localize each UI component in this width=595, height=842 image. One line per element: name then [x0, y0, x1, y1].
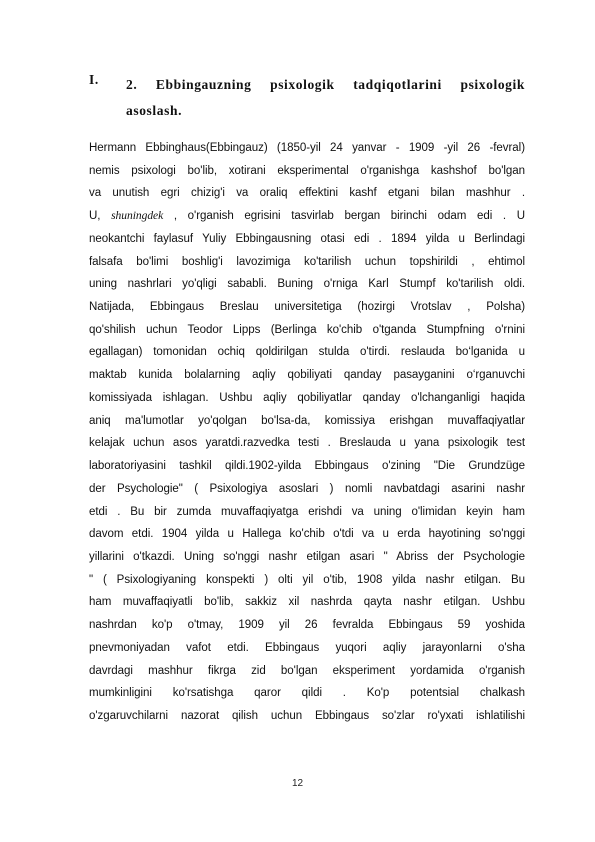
line-prefix: U, [89, 210, 112, 223]
body-paragraph [89, 137, 525, 728]
line-suffix: , o'rganish egrisini tasvirlab bergan birinchi odam edi . U [163, 210, 525, 223]
paragraph-line: Hermann Ebbinghaus(Ebbingauz) (1850-yil 24 yanvar - 1909 -yil 26 -fevral) [89, 142, 525, 154]
paragraph-line: davrdagi mashhur fikrga zid bo'lgan eksperiment yordamida o'rganish [89, 664, 525, 677]
paragraph-line: maktab kunida bolalarning aqliy qobiliyati qanday pasayganini o‘rganuvchi [89, 369, 525, 382]
paragraph-line: komissiyada ishlagan. Ushbu aqliy qobiliyatlar qanday o'lchanganligi haqida [89, 391, 525, 404]
paragraph-line: uning nashrlari yo'qligi sababli. Buning o'rniga Karl Stumpf ko'tarilish oldi. [89, 278, 525, 291]
paragraph-line: laboratoriyasini tashkil qildi.1902-yilda Ebbingaus o'zining "Die Grundzüge [89, 460, 525, 473]
paragraph-line: nashrdan ko'p o'tmay, 1909 yil 26 fevralda Ebbingaus 59 yoshida [89, 619, 525, 632]
paragraph-line: mumkinligini ko'rsatishga qaror qildi . Ko'p potentsial chalkash [89, 687, 525, 700]
paragraph-line: va unutish egri chizig'i va oraliq effektini kashf etgani bilan mashhur . [89, 187, 525, 200]
paragraph-line: falsafa bo'limi boshlig'i lavozimiga ko'tarilish uchun topshirildi , ehtimol [89, 255, 525, 268]
paragraph-line: aniq ma'lumotlar yo'qolgan bo'lsa-da, komissiya erishgan muvaffaqiyatlar [89, 414, 525, 427]
paragraph-line: yillarini o'tkazdi. Uning so'nggi nashr etilgan asari " Abriss der Psychologie [89, 550, 525, 563]
paragraph-line-mixed [89, 205, 525, 228]
section-title: 2. Ebbingauzning psixologik tadqiqotlarini psixologik asoslash. [126, 77, 525, 118]
paragraph-line: der Psychologie" ( Psixologiya asoslari ) nomli navbatdagi asarini nashr [89, 482, 525, 495]
section-number: I. [89, 72, 99, 87]
paragraph-line: kelajak uchun asos yaratdi.razvedka testi . Breslauda u yana psixologik test [89, 437, 525, 450]
paragraph-line: nemis psixologi bo'lib, xotirani eksperimental o'rganishga kashshof bo'lgan [89, 164, 525, 177]
paragraph-line: ham muvaffaqiyatli bo'lib, sakkiz xil nashrda qayta nashr etilgan. Ushbu [89, 596, 525, 609]
paragraph-line: egallagan) tomonidan ochiq qoldirilgan stulda o'tirdi. reslauda bo‘lganida u [89, 346, 525, 359]
paragraph-line: davom etdi. 1904 yilda u Hallega ko'chib o'tdi va u erda hayotining so'nggi [89, 528, 525, 541]
paragraph-line: Natijada, Ebbingaus Breslau universitetiga (hozirgi Vrotslav , Polsha) [89, 301, 525, 314]
paragraph-line: etdi . Bu bir zumda muvaffaqiyatga erishdi va uning o'limidan keyin ham [89, 505, 525, 518]
paragraph-line: " ( Psixologiyaning konspekti ) olti yil o'tib, 1908 yilda nashr etilgan. Bu [89, 573, 525, 586]
page-number: 12 [291, 778, 304, 789]
paragraph-line: pnevmoniyadan vafot etdi. Ebbingaus yuqori aqliy jarayonlarni o'sha [89, 641, 525, 654]
paragraph-line: o'zgaruvchilarni nazorat qilish uchun Ebbingaus so'zlar ro'yxati ishlatilishi [89, 709, 525, 722]
paragraph-line: qo'shilish uchun Teodor Lipps (Berlinga ko'chib o'tganda Stumpfning o'rnini [89, 323, 525, 336]
paragraph-line: neokantchi faylasuf Yuliy Ebbingausning otasi edi . 1894 yilda u Berlindagi [89, 232, 525, 245]
italic-word: shuningdek [111, 210, 164, 223]
